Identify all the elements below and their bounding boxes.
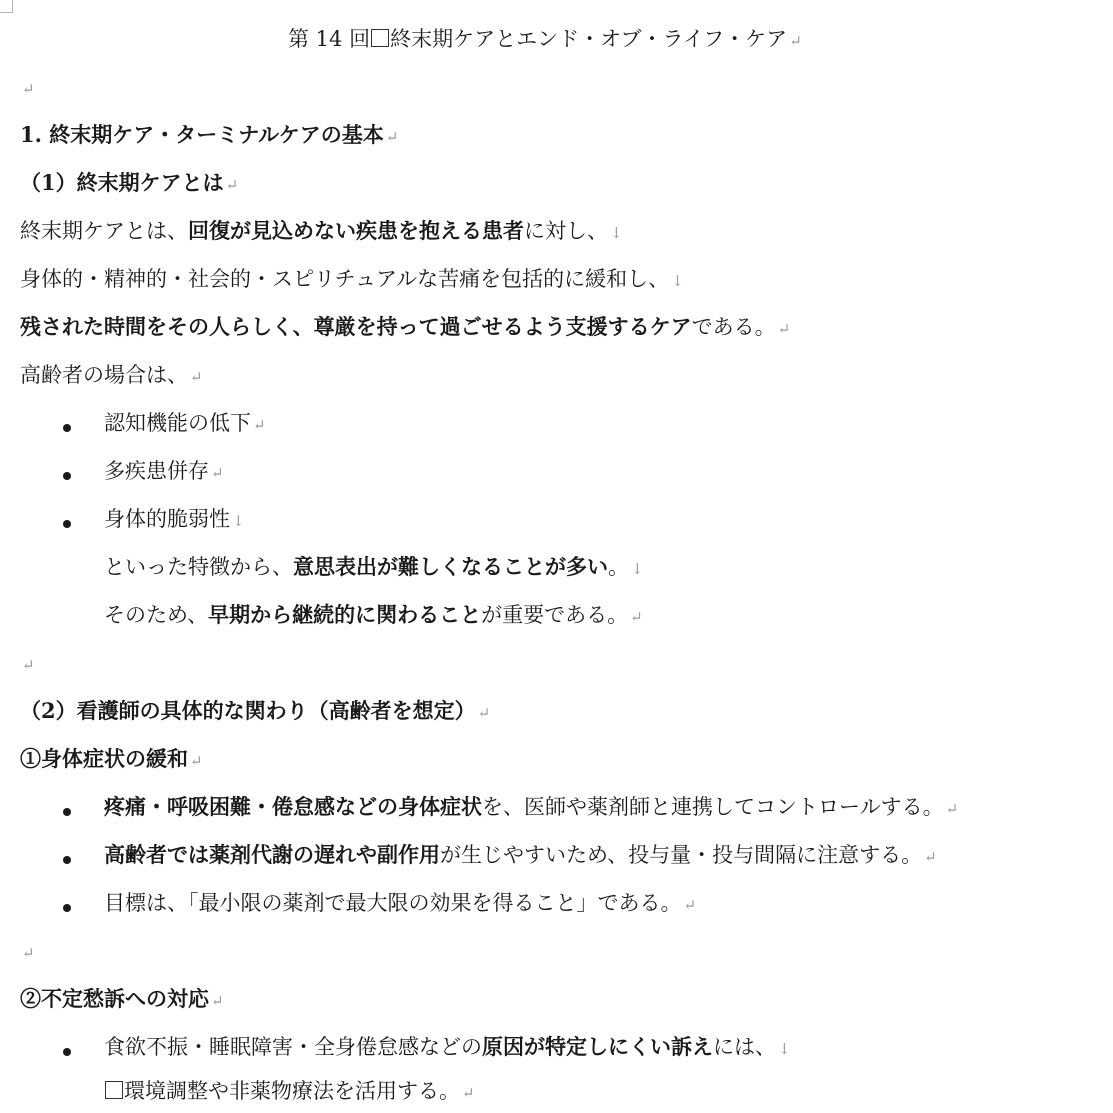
body-line: 残された時間をその人らしく、尊厳を持って過ごせるよう支援するケアである。 ↵ — [20, 314, 791, 339]
bullet-icon — [63, 808, 71, 816]
paragraph-mark-icon: ↵ — [385, 128, 399, 146]
paragraph-mark-icon: ↵ — [22, 656, 35, 674]
sub-heading: ①身体症状の緩和 ↵ — [20, 746, 203, 771]
body-line: 高齢者の場合は、 ↵ — [20, 363, 203, 387]
paragraph-mark-icon: ↵ — [22, 944, 35, 962]
list-item: 目標は、「最小限の薬剤で最大限の効果を得ること」である。 ↵ — [104, 891, 697, 915]
list-item: 身体的脆弱性 ↓ — [104, 507, 245, 531]
line-break-mark-icon: ↓ — [778, 1040, 791, 1058]
page-corner-mark — [0, 0, 13, 13]
bullet-icon — [63, 424, 71, 432]
paragraph-mark-icon: ↵ — [630, 608, 643, 626]
bullet-icon — [63, 1048, 71, 1056]
list-item: 疼痛・呼吸困難・倦怠感などの身体症状を、医師や薬剤師と連携してコントロールする。 ↵ — [104, 794, 959, 819]
body-line: 身体的・精神的・社会的・スピリチュアルな苦痛を包括的に緩和し、 ↓ — [20, 267, 684, 291]
paragraph-mark-icon: ↵ — [789, 32, 802, 50]
bullet-icon — [63, 472, 71, 480]
list-item: 食欲不振・睡眠障害・全身倦怠感などの原因が特定しにくい訴えには、 ↓ — [104, 1034, 791, 1059]
paragraph-mark-icon: ↵ — [945, 800, 959, 818]
empty-paragraph — [20, 72, 35, 104]
list-item: 高齢者では薬剤代謝の遅れや副作用が生じやすいため、投与量・投与間隔に注意する。 ↵ — [104, 842, 937, 867]
paragraph-mark-icon: ↵ — [190, 368, 203, 386]
paragraph-mark-icon: ↵ — [22, 80, 35, 98]
bullet-icon — [63, 856, 71, 864]
list-item: 多疾患併存 ↵ — [104, 459, 224, 483]
body-line: 終末期ケアとは、回復が見込めない疾患を抱える患者に対し、 ↓ — [20, 218, 623, 243]
paragraph-mark-icon: ↵ — [211, 992, 224, 1010]
bullet-icon — [63, 520, 71, 528]
list-item: 認知機能の低下 ↵ — [104, 411, 266, 435]
section-heading: 1. 終末期ケア・ターミナルケアの基本 ↵ — [20, 122, 399, 147]
paragraph-mark-icon: ↵ — [477, 704, 491, 722]
subsection-heading: （1）終末期ケアとは ↵ — [20, 170, 239, 195]
line-break-mark-icon: ↓ — [610, 224, 623, 242]
list-continuation: といった特徴から、意思表出が難しくなることが多い。 ↓ — [104, 554, 644, 579]
paragraph-mark-icon: ↵ — [777, 320, 791, 338]
paragraph-mark-icon: ↵ — [462, 1084, 475, 1102]
placeholder-box-icon — [105, 1081, 123, 1099]
sub-heading: ②不定愁訴への対応 ↵ — [20, 986, 224, 1011]
page-title: 第 14 回 終末期ケアとエンド・オブ・ライフ・ケア ↵ — [288, 27, 802, 51]
paragraph-mark-icon: ↵ — [683, 896, 697, 914]
placeholder-box-icon — [371, 29, 389, 47]
list-continuation: 環境調整や非薬物療法を活用する。 ↵ — [104, 1076, 475, 1108]
paragraph-mark-icon: ↵ — [211, 464, 224, 482]
line-break-mark-icon: ↓ — [631, 560, 644, 578]
empty-paragraph — [20, 936, 35, 968]
list-continuation: そのため、早期から継続的に関わることが重要である。 ↵ — [104, 602, 643, 627]
paragraph-mark-icon: ↵ — [924, 848, 937, 866]
line-break-mark-icon: ↓ — [232, 512, 245, 530]
line-break-mark-icon: ↓ — [671, 272, 684, 290]
paragraph-mark-icon: ↵ — [225, 176, 239, 194]
paragraph-mark-icon: ↵ — [253, 416, 266, 434]
paragraph-mark-icon: ↵ — [190, 752, 203, 770]
bullet-icon — [63, 904, 71, 912]
subsection-heading: （2）看護師の具体的な関わり（高齢者を想定） ↵ — [20, 698, 491, 723]
empty-paragraph — [20, 648, 35, 680]
